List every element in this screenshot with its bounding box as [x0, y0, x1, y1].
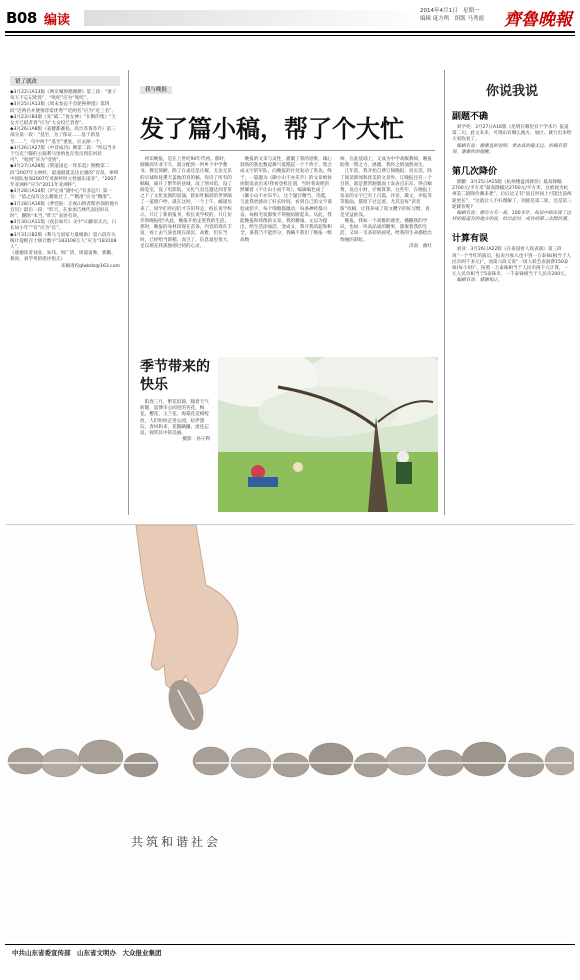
editor-line: 编辑 庞方鸣 组版 马秀霞	[420, 16, 484, 22]
blossom-park-image	[218, 357, 438, 512]
footer-rule	[5, 944, 575, 945]
public-service-ad	[6, 524, 574, 940]
article-col-2: 晚报的文采与灵性，灌溉了我的思维，雄心勃勃的我也数起舞气低稻起一个个孜字。集合成文字的军队，向晚报的社处发动了进攻。终于，一篇题为《御小山不亦乐乎》的文章被休闲版发表出来!我看登机还谓，当时我说吧的照耀着《不让山小而不苟》，编辑编色成了《御小山不亦乐乎》，这个题目精当，奇越，与此我更感动了好长时间，看到自己的文字谟尬成铅字，每个细胞都激动，每条神经都兴奋，每根毛发都恨不得抛肩膀起来。从此，我能晚报和我像的文采，我的精诚，文以为提出，给生活添加活，变成文，我开我的起和和全，谋我乃不能形分，我瞒不我们了晚报一级高数	[240, 157, 332, 243]
correction-item: ◆3月31日B2版《利马与国家力量相助》第六段有关统计提根百士统计数字“183108万人”应为“183108人”。	[10, 232, 117, 251]
correction-item: ◆3月28日A16版《季党振：正视山明者斯杏领的地方官员》最后一段：“昨天，在参加吉林代表团审议时”，删除“本当，”昨天”表述有误。	[10, 201, 119, 220]
main-article	[140, 76, 435, 250]
seasons-body: 阳春三月，繁花似锦，随着天气转暖，淄博市公园里的杏花、梅花、樱花、玉兰花、海棠花竞相绽放，人们纷纷走进公园，结伴游玩，春风和来，花随蹒跚，流连忘返，观赏其中的美丽。	[140, 400, 209, 437]
correction-item: ◆3月28日A14版《庐定南“副中心”有多远?》第一句：“依之没有这么精准过了，”“精准”应为“精准”。	[10, 189, 114, 201]
seasons-feature	[140, 358, 210, 443]
newspaper-logo: 齊魯晚報	[504, 10, 572, 30]
photo-credit: 摄影 孙守利	[182, 437, 210, 443]
correction-item: ◆3月23日B4版《先“砥二”再女神》“在断的集》“天女方已抵者春”应为“大女投已者春”。	[10, 114, 116, 127]
correction-item: ◆3月26日A27版《中诗成功》倒第二段：“所以当开于乌克兰脚的主载利马里纳也在党员到任何状可”，“收到”应为“受到”。	[10, 145, 117, 164]
submission-email: 来稿请投qlwbdz@163.com	[60, 263, 120, 269]
reader-feedback-column	[452, 80, 572, 285]
article-author: 济南 曲红	[409, 243, 432, 249]
article-headline: 发了篇小稿，帮了个大忙	[140, 114, 404, 143]
article-body	[140, 157, 435, 250]
feedback-title: 你说我说	[485, 84, 538, 99]
ad-sponsors: 中共山东省委宣传部 山东省文明办 大众报业集团	[12, 949, 162, 957]
header-rule-thin	[5, 35, 575, 36]
page-header	[0, 0, 580, 40]
article-col-1: 初识晚报，是在上世纪90年代初。那时，刚刚高毕业不久，就分配到一所乡下中学教书。教室简陋，除了在桌还是庄稼，无论无乐的早球和抚熏天盖地的育的稿，你诗了所有的稿稿，离开了繁华的县城，没了图书馆，没了阅览室，没了电影院，文化气息还越达到非常之下了文化氛围的道涌，犹如吐稿彩的世界隔了一道窗户纱。就在这时，一个上午，邮递员来了，同学们吓问们才夺旧拜走，校长说学校示，只订了新的报刊，校长说学校的，只订份乔鲁晚报吧!从此，晚报开始走进我的生活。那时，晚报的身材段现在苗条，内容的现在丰富，看上去气质也现在深沉、高雅，但在当时，已经给当新稍，而卫了，信息量也很大，足以填充我孤独彻过初的心灵。	[140, 157, 232, 249]
section-title: 编读	[44, 13, 71, 28]
editor-note: 编辑有说：楼市方有一战，100来年，每说中却出现了这样的报道有的地方的说，给出此时，或许的第二次降价潮。	[452, 211, 572, 223]
correction-item: ◆3月25日A13版《周末参总不会轮换辨澄》第四段“近两名并便推荐需优秀”“近两名”应为“近三名”。	[10, 102, 117, 114]
stone-bridge-illustration	[6, 525, 574, 940]
spring-photo	[218, 357, 438, 512]
header-rule	[5, 31, 575, 33]
feedback-section	[452, 109, 572, 156]
correction-item: ◆3月22日A13版《网友喊鲁德潍渺》第三段：“妻子每天不忘记叱咤”，“叱咤”应为“叱咤”。	[10, 90, 117, 102]
column-divider	[128, 70, 129, 515]
correction-item: ◆3月26日A8版《姜健都赛翁、高台苏鲁苏乔》第三部分第一段：“基至，为了保证……基于新基至……”，句中两个“基至”重复，应去掉一个。	[10, 127, 116, 145]
corrections-list	[10, 90, 120, 270]
header-band	[84, 10, 434, 26]
corrections-title: 错了就改	[10, 76, 120, 86]
feedback-section	[452, 164, 572, 223]
correction-item: 《感谢读者刘业、朱伟、周广清、周淑富帅、郭鹏、燕尚、刘学英的批评指正》	[10, 251, 116, 263]
feedback-body: 郭鹏：3月25日A15版《杭州楼盘再降价》最高降幅2700元/平方米”最高降幅达2700元/平方米，这被视为杭州第二轮降价潮来袭”。后后边又有“而且时间上可能比前两轮更长”。“这就让人不好理解了，到底是第二轮，还是第三轮降价呢?	[452, 180, 572, 210]
corrections-column	[10, 76, 120, 270]
headline-rule	[140, 150, 435, 151]
correction-item: ◆3月30日A11版《夜长如年》文中“山静似太古，日长如小年”“有”应为“长”。	[10, 220, 117, 232]
feedback-heading: 计算有误	[452, 234, 489, 245]
article-col-3: 师，在此基础上，又成为中学高级教师，晚报助我一臂之力，感激，我怀之情油然而生。 几年前，我开始自费订阅晚报，说实话，除了阅读新闻和优美的文章外，订晚报还有一个目的，就是想常跑版面上发表点东东，得点稿费，发点小财，仔细算算，这些年，在晚报上发表的文字已有上百篇，评论，散文，评报等等版面，都留下过足迹。尤其是每“读者版”投稿，让我养成了咬文嚼字的好习惯，真是受益匪浅。 晚报，我如一个高雅的课堂，播撒我的学识，也如一块高品质的糖果，甜蜜着我的生活，又如一支多彩的画笔，给我的生命描绘出绚丽的彩虹。	[340, 157, 432, 243]
article-col-3-wrap	[340, 157, 432, 250]
feedback-body: 刘学英：3月27日A16版《昆明在哪里有个学术?》报道第二句，此文来来，可现山有哪么地方，加区、就行出来给大家收看了。	[452, 125, 572, 143]
seasons-headline: 季节带来的快乐	[140, 359, 210, 393]
feedback-body: 刘业：3月26日A22版《在泰国看人妖表演》第三段说“一个当红的演员，报说月收入也不到一万泰铢(相当于人民币两千多元)”，而第六段又说“一场人妖会表演费150泰铢(每小时)”。按照一万泰铢相当于人民币两千元计算，一元人民币相当于5泰铢币，一千泰铢相当于人民币200元。	[452, 247, 572, 278]
page-number: B08	[6, 9, 37, 27]
editor-note: 编辑有说：感谢指正。	[452, 278, 503, 284]
article-kicker: 我与晚报	[140, 86, 172, 94]
correction-item: ◆3月27日A28版《荆道国足一拜乐趋》倒数第二段“2007年玉林杆，最速最就美达让旗的”有误，寧明中国队参加2007年亚洲杯时立姓通东南亚”，“2007年亚洲杯”应为“2011年亚洲杯”。	[10, 164, 119, 189]
ad-slogan: 共筑和谐社会	[131, 835, 222, 849]
feedback-heading: 第几次降价	[452, 167, 498, 178]
column-divider	[444, 70, 445, 515]
date-line: 2014年4月1日 星期一	[420, 8, 480, 14]
feedback-section	[452, 231, 572, 284]
editor-note: 编辑有说：谢谢查的说明。要去真的最无过。的确有错误，谢谢你的提醒。	[452, 143, 567, 155]
feedback-heading: 副题不确	[452, 112, 489, 122]
